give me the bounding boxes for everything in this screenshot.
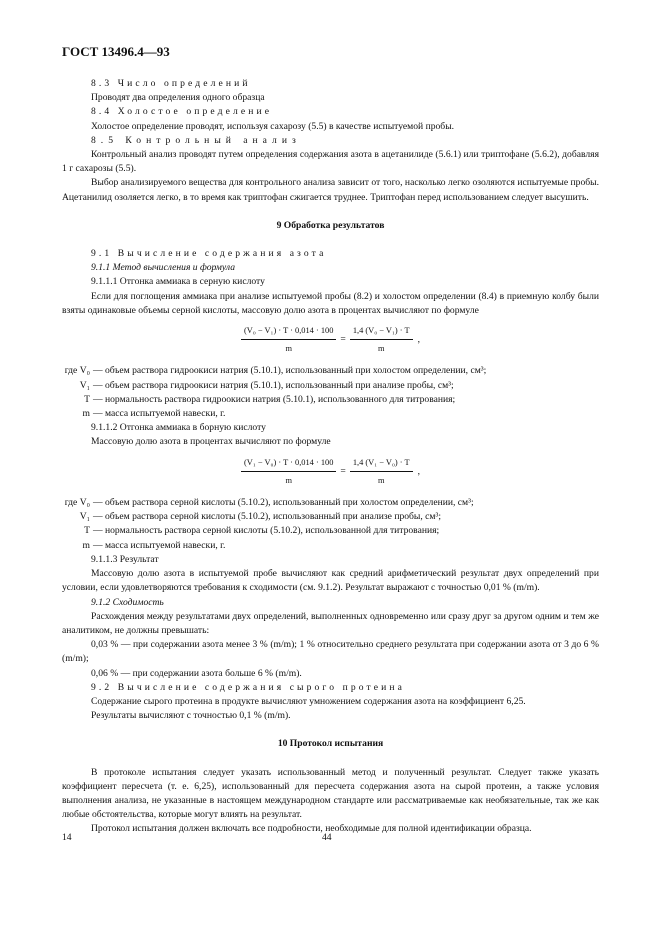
formula-2-left-fraction <box>241 456 336 488</box>
formula-1 <box>62 324 599 356</box>
formula-1-definitions <box>62 364 599 421</box>
definition-text: — масса испытуемой навески, г. <box>93 539 226 551</box>
section-9-1-2-title: 9.1.2 Сходимость <box>91 596 164 608</box>
document-header: ГОСТ 13496.4—93 <box>62 44 170 59</box>
formula-1-comma: , <box>417 334 421 346</box>
definition-symbol: m <box>82 408 90 420</box>
definition-symbol: V₁ <box>79 511 90 523</box>
definition-row <box>62 379 599 393</box>
definition-row <box>62 496 599 510</box>
section-9-1-1-1-text: Если для поглощения аммиака при анализе испытуемой пробы (8.2) и холостом определении (8.4) в приемную колбу были взяты одинаковые объемы серной кислоты, массовую долю азота в процентах вычисляют по формуле <box>62 290 599 316</box>
section-8-5-text: Контрольный анализ проводят путем определения содержания азота в ацетанилиде (5.6.1) или триптофане (5.6.2), добавляя 1 г сахарозы (5.5). <box>62 149 599 175</box>
definition-row <box>62 510 599 524</box>
section-9-2-title: 9.2 Вычисление содержания сырого протеина <box>91 681 405 693</box>
definition-row <box>62 539 599 553</box>
formula-2-numerator-right: 1,4 (V₁ − V₀) · T <box>350 456 413 472</box>
definition-row <box>62 364 599 378</box>
section-9-1-1-1-title: 9.1.1.1 Отгонка аммиака в серную кислоту <box>91 276 265 288</box>
formula-2-comma: , <box>417 465 421 477</box>
definition-row <box>62 393 599 407</box>
section-9-1-1-title: 9.1.1 Метод вычисления и формула <box>91 262 236 274</box>
formula-2-right-fraction <box>350 456 413 488</box>
section-10-text-2: Протокол испытания должен включать все подробности, необходимые для полной идентификации образца. <box>91 823 532 835</box>
formula-1-numerator-left: (V₀ − V₁) · T · 0,014 · 100 <box>241 324 336 340</box>
section-9-2-text-2: Результаты вычисляют с точностью 0,1 % (m/m). <box>91 710 291 722</box>
section-9-1-1-2-title: 9.1.1.2 Отгонка аммиака в борную кислоту <box>91 422 266 434</box>
definition-text: — объем раствора серной кислоты (5.10.2), использованный при анализе пробы, см³; <box>93 511 442 523</box>
section-9-1-title: 9.1 Вычисление содержания азота <box>91 248 327 260</box>
section-9-2-text: Содержание сырого протеина в продукте вычисляют умножением содержания азота на коэффициент 6,25. <box>91 695 526 707</box>
definition-symbol: T <box>84 393 90 405</box>
formula-2-numerator-left: (V₁ − V₀) · T · 0,014 · 100 <box>241 456 336 472</box>
formula-1-right-fraction <box>350 324 413 356</box>
definition-text: — объем раствора гидроокиси натрия (5.10.1), использованный при анализе пробы, см³; <box>93 379 454 391</box>
definition-text: — объем раствора серной кислоты (5.10.2), использованный при холостом определении, см³; <box>93 497 474 509</box>
definition-text: — нормальность раствора серной кислоты (5.10.2), использованной для титрования; <box>93 525 440 537</box>
section-9-1-2-text: Расхождения между результатами двух определений, выполненных одновременно или сразу друг за другом одним и тем же аналитиком, не должны превышать: <box>62 610 599 636</box>
formula-2-denominator-right: m <box>377 475 385 485</box>
definition-row <box>62 524 599 538</box>
definition-text: — нормальность раствора гидроокиси натрия (5.10.1), использованного для титрования; <box>93 393 456 405</box>
formula-1-numerator-right: 1,4 (V₀ − V₁) · T <box>350 324 413 340</box>
formula-2-equals: = <box>340 465 346 477</box>
page-number-left: 14 <box>62 832 72 843</box>
formula-2 <box>62 456 599 488</box>
section-9-1-2-item-1: 0,03 % — при содержании азота менее 3 % (m/m); 1 % относительно среднего результата при содержании азота от 3 до 6 % (m/m); <box>62 639 599 665</box>
definition-symbol: m <box>82 539 90 551</box>
section-10-heading: 10 Протокол испытания <box>277 738 384 750</box>
section-10-text: В протоколе испытания следует указать использованный метод и полученный результат. Следует также указать коэффициент пересчета (т. е. 6,25), использованный для пересчета содержания азота на сырой протеин, а также условия выполнения анализа, не указанные в настоящем международном стандарте или рассматриваемые как необязательные, так же как любые обстоятельства, которые могут влиять на результат. <box>62 766 599 821</box>
section-9-1-1-3-text: Массовую долю азота в испытуемой пробе вычисляют как средний арифметический результат двух определений при условии, если удовлетворяются требования к сходимости (см. 9.1.2). Результат выражают с точностью 0,01 % (m/m). <box>62 568 599 594</box>
definition-symbol: где V₀ <box>64 497 90 509</box>
section-9-1-1-3-title: 9.1.1.3 Результат <box>91 553 159 565</box>
section-8-3-title: 8.3 Число определений <box>91 78 251 89</box>
formula-1-denominator-left: m <box>285 344 292 354</box>
page-number-center: 44 <box>322 832 332 843</box>
definition-text: — масса испытуемой навески, г. <box>93 408 226 420</box>
formula-1-equals: = <box>340 334 346 346</box>
section-8-5-title: 8.5 Контрольный анализ <box>91 134 301 146</box>
definition-text: — объем раствора гидроокиси натрия (5.10.1), использованный при холостом определении, см³; <box>93 365 487 377</box>
formula-1-left-fraction <box>241 324 336 356</box>
document-body <box>62 77 599 837</box>
formula-2-denominator-left: m <box>285 475 292 485</box>
formula-1-denominator-right: m <box>377 344 385 354</box>
section-9-heading: 9 Обработка результатов <box>276 219 385 231</box>
section-8-4-title: 8.4 Холостое определение <box>91 106 273 118</box>
section-8-5-text-2: Выбор анализируемого вещества для контрольного анализа зависит от того, насколько легко озоляются испытуемые пробы. Ацетанилид озоляется легко, в то время как триптофан сжигается труднее. Триптофан перед использованием следует высушить. <box>62 177 599 203</box>
definition-symbol: T <box>84 525 90 537</box>
section-8-3-text: Проводят два определения одного образца <box>91 92 265 104</box>
definition-symbol: V₁ <box>79 379 90 391</box>
section-8-4-text: Холостое определение проводят, используя сахарозу (5.5) в качестве испытуемой пробы. <box>91 120 455 132</box>
formula-2-definitions <box>62 496 599 553</box>
definition-row <box>62 407 599 421</box>
definition-symbol: где V₀ <box>64 365 90 377</box>
section-9-1-2-item-2: 0,06 % — при содержании азота больше 6 % (m/m). <box>91 667 302 679</box>
section-9-1-1-2-text: Массовую долю азота в процентах вычисляют по формуле <box>91 436 331 448</box>
